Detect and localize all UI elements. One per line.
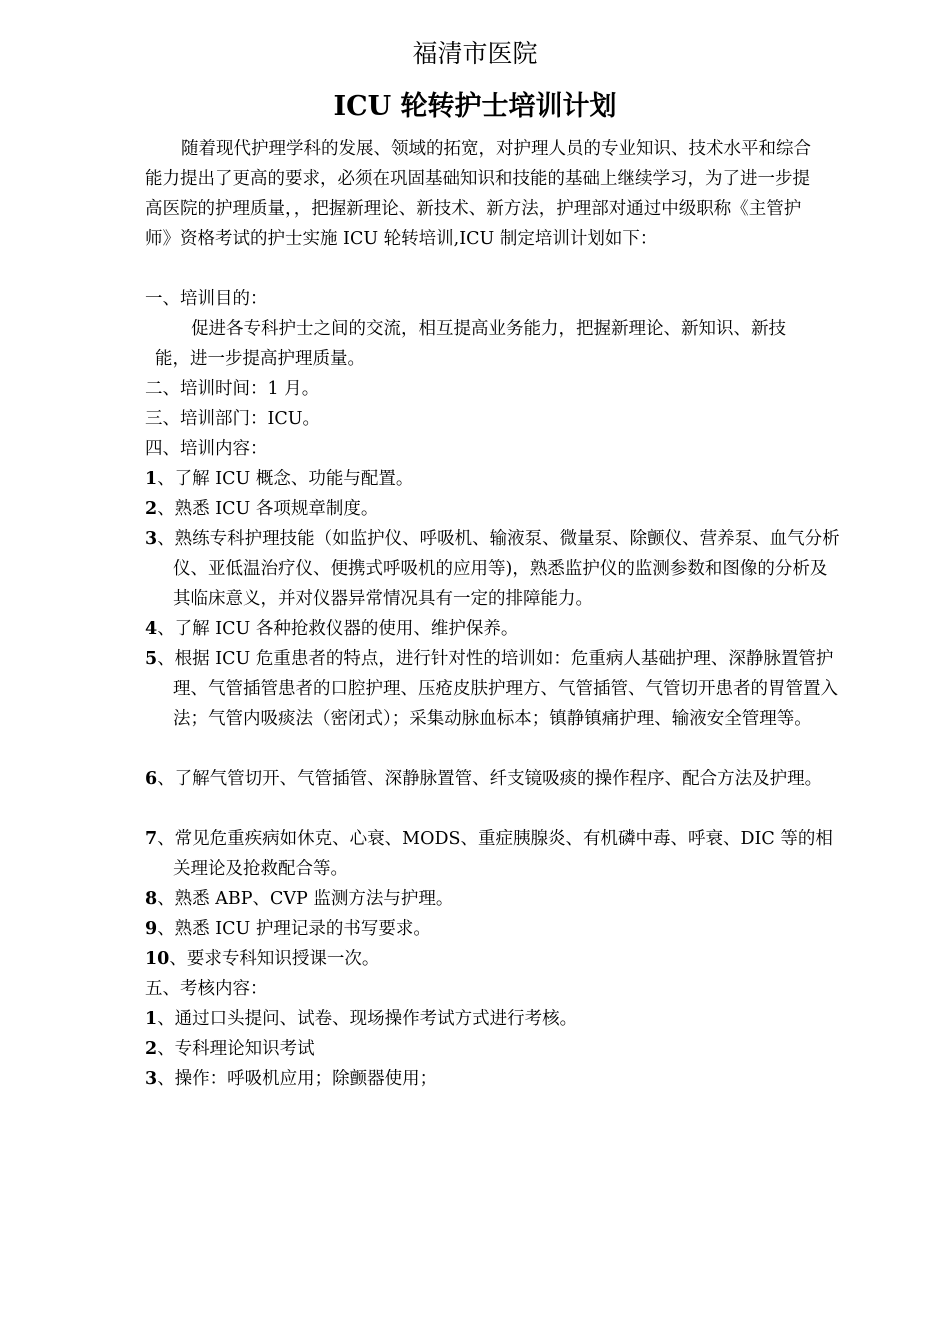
item-text: 、要求专科知识授课一次。 bbox=[169, 949, 380, 969]
item-text: 、通过口头提问、试卷、现场操作考试方式进行考核。 bbox=[157, 1009, 578, 1029]
content-item bbox=[145, 914, 841, 944]
item-text: 、常见危重疾病如休克、心衰、MODS、重症胰腺炎、有机磷中毒、呼衰、DIC 等的相关理论及抢救配合等。 bbox=[157, 829, 833, 879]
exam-item bbox=[145, 1034, 841, 1064]
item-text: 、根据 ICU 危重患者的特点，进行针对性的培训如：危重病人基础护理、深静脉置管护理、气管插管患者的口腔护理、压疮皮肤护理方、气管插管、气管切开患者的胃管置入法；气管内吸痰法（密闭式）；采集动脉血标本；镇静镇痛护理、输液安全管理等。 bbox=[157, 649, 838, 729]
content-item bbox=[145, 824, 841, 884]
item-number: 2 bbox=[145, 1039, 158, 1059]
item-number: 1 bbox=[145, 469, 158, 489]
item-number: 2 bbox=[145, 499, 158, 519]
item-text: 、了解气管切开、气管插管、深静脉置管、纤支镜吸痰的操作程序、配合方法及护理。 bbox=[157, 769, 823, 789]
content-item bbox=[145, 884, 841, 914]
content-item bbox=[145, 494, 841, 524]
item-number: 8 bbox=[145, 889, 158, 909]
section-training-department: 三、培训部门：ICU。 bbox=[145, 409, 321, 429]
item-number: 3 bbox=[145, 529, 158, 549]
item-number: 4 bbox=[145, 619, 158, 639]
section-heading-exam: 五、考核内容： bbox=[145, 979, 268, 999]
item-number: 1 bbox=[145, 1009, 158, 1029]
content-item bbox=[145, 644, 841, 734]
exam-item bbox=[145, 1064, 841, 1094]
item-number: 7 bbox=[145, 829, 158, 849]
document-title: ICU 轮转护士培训计划 bbox=[333, 91, 617, 122]
item-number: 5 bbox=[145, 649, 158, 669]
content-item bbox=[145, 764, 841, 794]
item-text: 、熟悉 ICU 各项规章制度。 bbox=[157, 499, 379, 519]
item-number: 9 bbox=[145, 919, 158, 939]
item-number: 10 bbox=[145, 949, 170, 969]
exam-item bbox=[145, 1004, 841, 1034]
content-item bbox=[145, 614, 841, 644]
item-text: 、熟练专科护理技能（如监护仪、呼吸机、输液泵、微量泵、除颤仪、营养泵、血气分析仪、亚低温治疗仪、便携式呼吸机的应用等)，熟悉监护仪的监测参数和图像的分析及其临床意义，并对仪器异常情况具有一定的排障能力。 bbox=[157, 529, 840, 609]
item-text: 、熟悉 ICU 护理记录的书写要求。 bbox=[157, 919, 431, 939]
section-heading-content: 四、培训内容： bbox=[145, 439, 268, 459]
content-item bbox=[145, 524, 841, 614]
item-text: 、了解 ICU 各种抢救仪器的使用、维护保养。 bbox=[157, 619, 519, 639]
content-item bbox=[145, 944, 841, 974]
item-number: 6 bbox=[145, 769, 158, 789]
item-text: 、熟悉 ABP、CVP 监测方法与护理。 bbox=[157, 889, 454, 909]
item-number: 3 bbox=[145, 1069, 158, 1089]
item-text: 、了解 ICU 概念、功能与配置。 bbox=[157, 469, 414, 489]
intro-paragraph: 随着现代护理学科的发展、领域的拓宽，对护理人员的专业知识、技术水平和综合能力提出了更高的要求，必须在巩固基础知识和技能的基础上继续学习，为了进一步提高医院的护理质量，，把握新理论、新技术、新方法，护理部对通过中级职称《主管护师》资格考试的护士实施 ICU 轮转培训,ICU 制定培训计划如下： bbox=[145, 139, 811, 249]
section-heading-purpose: 一、培训目的： bbox=[145, 289, 268, 309]
section-training-time: 二、培训时间：1 月。 bbox=[145, 379, 320, 399]
item-text: 、专科理论知识考试 bbox=[157, 1039, 315, 1059]
purpose-paragraph: 促进各专科护士之间的交流，相互提高业务能力，把握新理论、新知识、新技能，进一步提高护理质量。 bbox=[155, 319, 786, 369]
content-item bbox=[145, 464, 841, 494]
hospital-name: 福清市医院 bbox=[412, 39, 538, 68]
item-text: 、操作：呼吸机应用；除颤器使用； bbox=[157, 1069, 438, 1089]
